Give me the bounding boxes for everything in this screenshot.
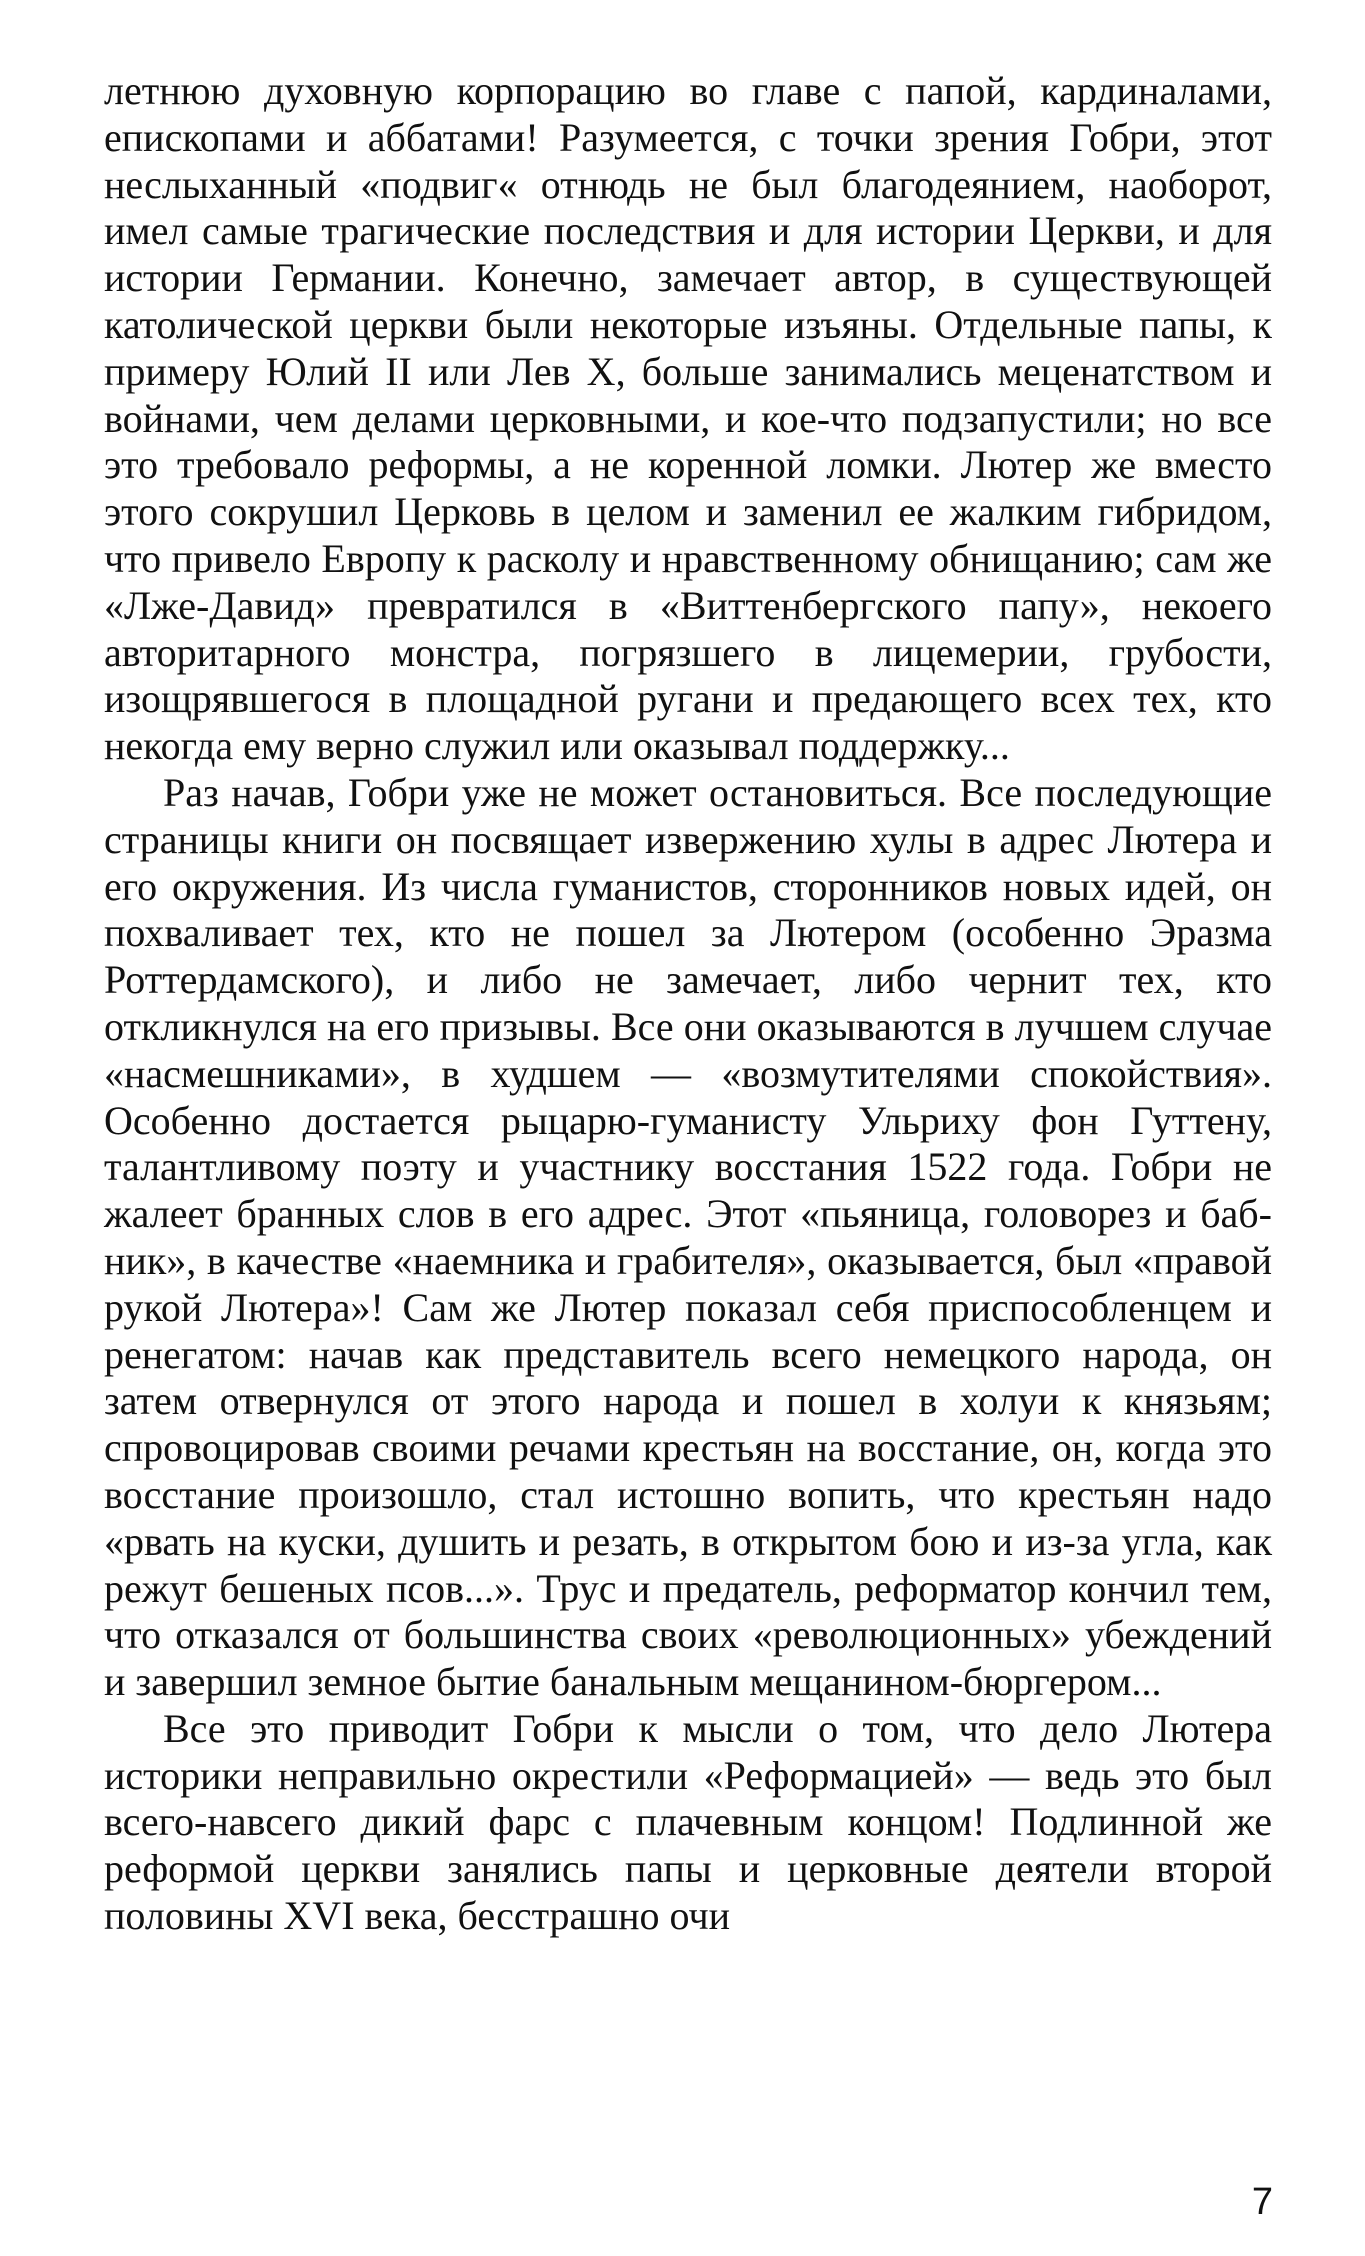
paragraph-2: Раз начав, Гобри уже не может остановиться. Все последующие страницы книги он посвящает извержению хулы в адрес Лютера и его окружения. Из числа гуманистов, сторонников новых идей, он похваливает тех, кто не пошел за Лютером (особенно Эразма Роттердамского), и либо не замечает, либо чернит тех, кто откликнулся на его призывы. Все они оказываются в лучшем случае «насмешниками», в худшем — «возмутителями спокойствия». Особенно достается рыцарю-гуманисту Ульриху фон Гуттену, талантливому поэту и участнику восстания 1522 года. Гобри не жалеет бранных слов в его адрес. Этот «пьяница, головорез и бабник», в качестве «наемника и грабителя», оказывается, был «правой рукой Лютера»! Сам же Лютер показал себя приспособленцем и ренегатом: начав как представитель всего немецкого народа, он затем отвернулся от этого народа и пошел в холуи к князьям; спровоцировав своими речами крестьян на восстание, он, когда это восстание произошло, стал истошно вопить, что крестьян надо «рвать на куски, душить и резать, в открытом бою и из-за угла, как режут бешеных псов...». Трус и предатель, реформатор кончил тем, что отказался от большинства своих «революционных» убеждений и завершил земное бытие банальным мещанином-бюргером... <box>104 769 1272 1705</box>
paragraph-1: летнюю духовную корпорацию во главе с папой, кардиналами, епископами и аббатами! Разумеется, с точки зрения Гобри, этот неслыханный «подвиг« отнюдь не был благодеянием, наоборот, имел самые трагические последствия и для истории Церкви, и для истории Германии. Конечно, замечает автор, в существующей католической церкви были некоторые изъяны. Отдельные папы, к примеру Юлий II или Лев X, больше занимались меценатством и войнами, чем делами церковными, и кое-что подзапустили; но все это требовало реформы, а не коренной ломки. Лютер же вместо этого сокрушил Церковь в целом и заменил ее жалким гибридом, что привело Европу к расколу и нравственному обнищанию; сам же «Лже-Давид» превратился в «Виттенбергского папу», некоего авторитарного монстра, погрязшего в лицемерии, грубости, изощрявшегося в площадной ругани и предающего всех тех, кто некогда ему верно служил или оказывал поддержку... <box>104 68 1272 769</box>
page-body <box>104 68 1272 1940</box>
paragraph-3: Все это приводит Гобри к мысли о том, что дело Лютера историки неправильно окрестили «Реформацией» — ведь это был всего-навсего дикий фарс с плачевным концом! Подлинной же реформой церкви занялись папы и церковные деятели второй половины XVI века, бесстрашно очи <box>104 1705 1272 1939</box>
page-number: 7 <box>1251 2181 1273 2223</box>
